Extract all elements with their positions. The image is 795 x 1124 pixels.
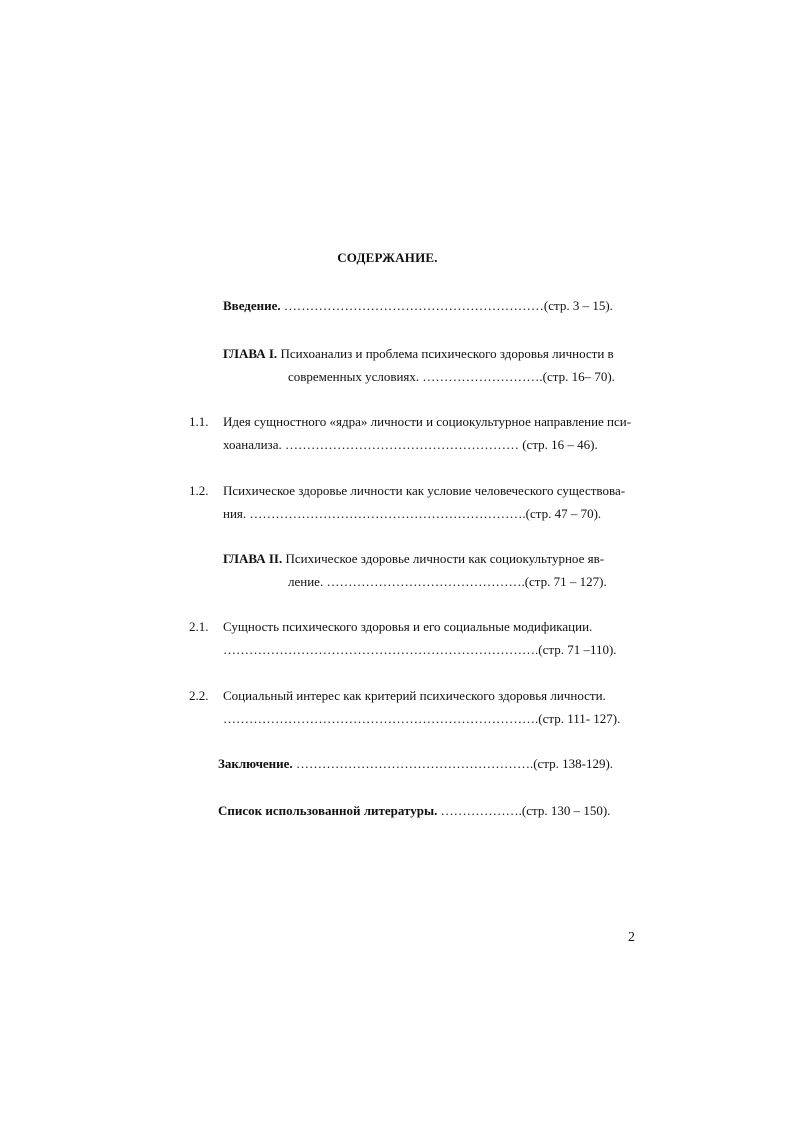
toc-label: Список использованной литературы.	[218, 803, 438, 818]
toc-title: Психоанализ и проблема психического здоровья личности в	[277, 346, 614, 361]
toc-entry-conclusion	[218, 756, 613, 772]
toc-leader: ……………………………………………….	[292, 756, 534, 771]
toc-entry-sec11-line1: Идея сущностного «ядра» личности и социокультурное направление пси-	[223, 414, 632, 429]
toc-title: ния. ……………………………………………………….	[223, 506, 526, 521]
toc-pages: (стр. 130 – 150).	[521, 803, 611, 818]
toc-entry-sec21-line2	[223, 642, 617, 658]
toc-pages: (стр. 138-129).	[533, 756, 614, 771]
toc-entry-sec21-line1: Сущность психического здоровья и его социальные модификации.	[223, 619, 593, 634]
toc-entry-sec12-line1: Психическое здоровье личности как условие человеческого существова-	[223, 483, 626, 498]
section-number: 1.1.	[189, 414, 209, 429]
toc-pages: (стр. 3 – 15).	[543, 298, 613, 313]
toc-entry-sec22-line2	[223, 711, 620, 727]
toc-title: хоанализа. ………………………………………………	[223, 437, 519, 452]
page-title: СОДЕРЖАНИЕ.	[337, 250, 438, 265]
toc-pages: (стр. 47 – 70).	[525, 506, 602, 521]
toc-entry-chapter1-line2	[288, 369, 615, 385]
toc-leader: ……………………………………………………	[280, 298, 544, 313]
toc-leader: ……………………………………………………………….	[223, 642, 539, 657]
toc-pages: (стр. 71 – 127).	[524, 574, 607, 589]
toc-leader: ……………………………………………………………….	[223, 711, 539, 726]
toc-pages: (стр. 16 – 46).	[518, 437, 598, 452]
toc-entry-chapter2-line1	[223, 551, 604, 567]
toc-title: ление. ……………………………………….	[288, 574, 525, 589]
toc-entry-sec22-line1: Социальный интерес как критерий психического здоровья личности.	[223, 688, 606, 703]
toc-entry-chapter1-line1	[223, 346, 614, 362]
toc-label: ГЛАВА II.	[223, 551, 283, 566]
section-number: 2.1.	[189, 619, 209, 634]
toc-leader: ……………….	[437, 803, 522, 818]
toc-entry-chapter2-line2	[288, 574, 607, 590]
toc-entry-sec11-line2	[223, 437, 598, 453]
toc-entry-sec12-line2	[223, 506, 601, 522]
section-number: 2.2.	[189, 688, 209, 703]
toc-label: Заключение.	[218, 756, 293, 771]
toc-label: ГЛАВА I.	[223, 346, 278, 361]
toc-entry-literature	[218, 803, 610, 819]
toc-entry-intro	[223, 298, 613, 314]
toc-title: Психическое здоровье личности как социокультурное яв-	[282, 551, 605, 566]
toc-pages: (стр. 16– 70).	[542, 369, 615, 384]
section-number: 1.2.	[189, 483, 209, 498]
toc-title: современных условиях. ……………………….	[288, 369, 543, 384]
toc-pages: (стр. 71 –110).	[538, 642, 617, 657]
toc-label: Введение.	[223, 298, 281, 313]
toc-pages: (стр. 111- 127).	[538, 711, 621, 726]
page-number: 2	[628, 930, 635, 945]
